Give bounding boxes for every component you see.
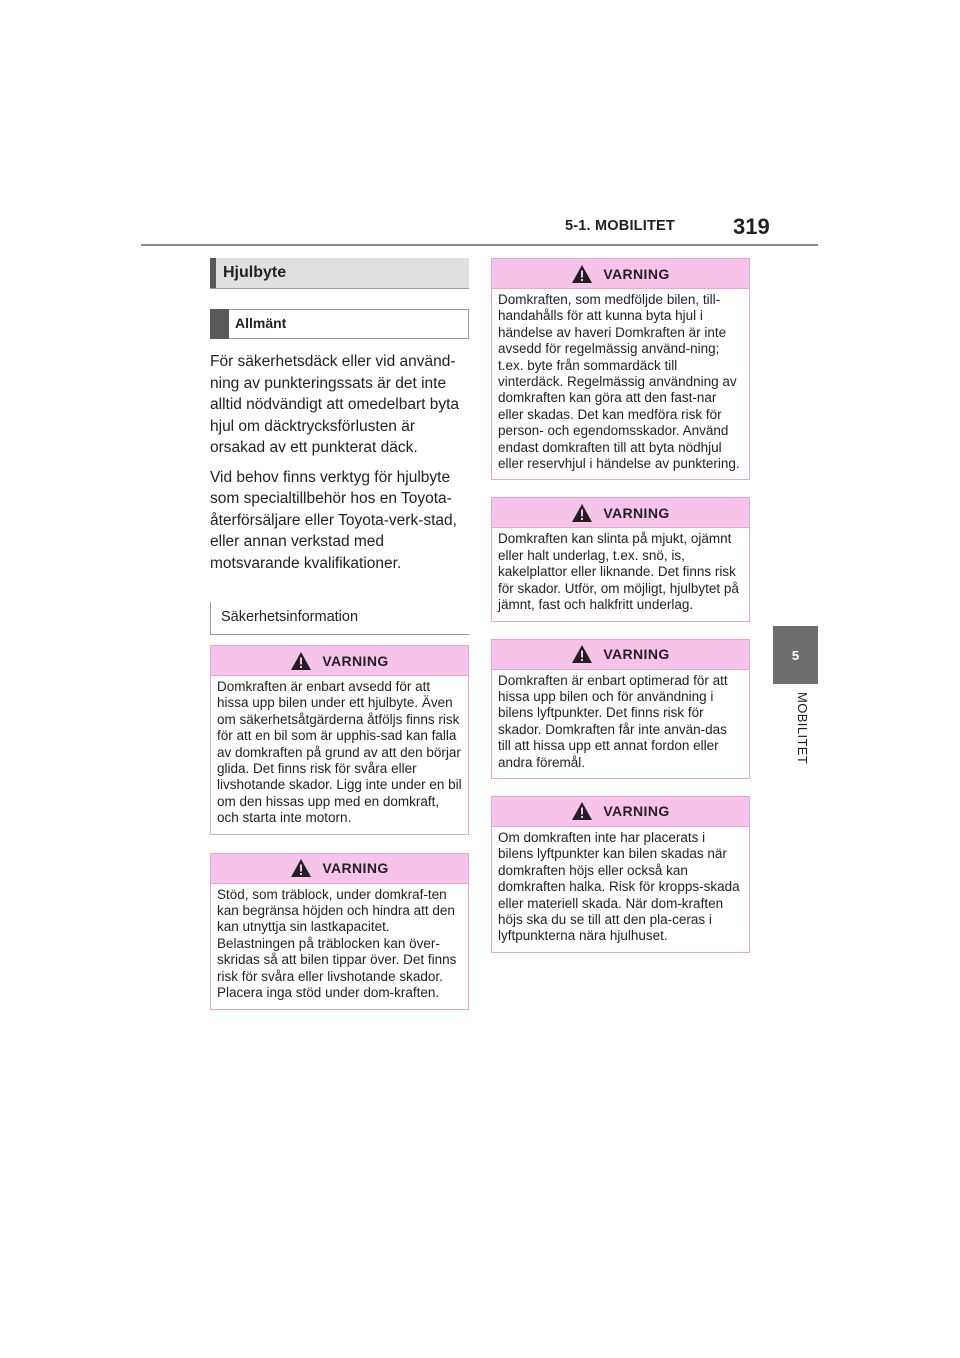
warning-box: [491, 497, 750, 621]
info-heading: Säkerhetsinformation: [210, 602, 469, 635]
warning-title: VARNING: [603, 803, 670, 820]
page-number: 319: [733, 214, 770, 239]
left-column: [210, 258, 469, 1010]
warning-text: Stöd, som träblock, under domkraf-ten kan begränsa höjden och hindra att den kan utnyttja sin lastkapacitet. Belastningen på träblocken kan över-skridas så att bilen tippar över. Det finns risk för svåra eller livshotande skador. Placera inga stöd under dom-kraften.: [217, 886, 457, 1001]
warning-title: VARNING: [603, 646, 670, 662]
warning-triangle-icon: [571, 264, 593, 284]
sub-heading: [210, 309, 469, 339]
body-paragraph: Vid behov finns verktyg för hjulbyte som specialtillbehör hos en Toyota-återförsäljare eller Toyota-verk-stad, eller annan verkstad med motsvarande kvalifikationer.: [210, 468, 457, 572]
warning-text: Om domkraften inte har placerats i bilens lyftpunkter kan bilen skadas när domkraften höjs eller också kan domkraften halka. Risk för kropps-skada eller materiell skada. När dom-kraften höjs ska du se till att den pla-ceras i lyftpunkterna nära hjulhuset.: [498, 829, 740, 944]
header-divider: [141, 244, 818, 246]
warning-text: Domkraften är enbart avsedd för att hissa upp bilen under ett hjulbyte. Även om säkerhetsåtgärderna åtföljs finns risk för att en bil som är upphis-sad kan falla av domkraften på grund av att den börjar glida. Det finns risk för svåra eller livshotande skador. Ligg inte under en bil om den hissas upp med en domkraft, och starta inte motorn.: [217, 679, 462, 826]
warning-box: [491, 796, 750, 953]
warning-title: VARNING: [603, 265, 670, 282]
warning-header: [492, 259, 749, 289]
warning-text: Domkraften, som medföljde bilen, till-handahålls för att kunna byta hjul i händelse av haveri Domkraften är inte avsedd för regelmässig använd-ning; t.ex. byte från sommardäck till vinterdäck. Regelmässig användning av domkraften kan göra att den fast-nar eller skadas. Det kan medföra risk för person- och egendomsskador. Använd endast domkraften till att byta nödhjul eller reservhjul i händelse av punktering.: [498, 292, 740, 472]
warning-text: Domkraften är enbart optimerad för att hissa upp bilen och för användning i bilens lyftpunkter. Det finns risk för skador. Domkraften får inte använ-das till att hissa upp ett annat fordon eller andra föremål.: [498, 672, 728, 770]
warning-text: Domkraften kan slinta på mjukt, ojämnt eller halt underlag, t.ex. snö, is, kakelplattor eller liknande. Det finns risk för skador. Utför, om möjligt, hjulbytet på jämnt, fast och halkfritt underlag.: [498, 531, 739, 613]
body-paragraph: För säkerhetsdäck eller vid använd-ning av punkteringssats är det inte alltid nödvändigt att omedelbart byta hjul om däcktrycksförlusten är orsakad av ett punkterat däck.: [210, 353, 460, 456]
chapter-side-label: MOBILITET: [795, 692, 810, 765]
warning-header: [492, 640, 749, 670]
warning-title: VARNING: [322, 652, 389, 669]
warning-header: [492, 797, 749, 827]
warning-header: [492, 498, 749, 528]
warning-title: VARNING: [322, 860, 389, 877]
right-column: [491, 258, 750, 953]
warning-box: [491, 639, 750, 779]
warning-triangle-icon: [290, 858, 312, 878]
warning-triangle-icon: [571, 503, 593, 523]
warning-triangle-icon: [290, 651, 312, 671]
warning-header: [211, 854, 468, 884]
sub-heading-text: Allmänt: [235, 315, 287, 331]
warning-box: [210, 853, 469, 1010]
warning-title: VARNING: [603, 504, 670, 521]
warning-box: [210, 645, 469, 835]
section-title: 5-1. MOBILITET: [565, 218, 675, 234]
warning-box: [491, 258, 750, 480]
main-heading: Hjulbyte: [210, 258, 469, 289]
warning-header: [211, 646, 468, 676]
warning-triangle-icon: [571, 644, 593, 664]
warning-triangle-icon: [571, 801, 593, 821]
chapter-number-tab: 5: [773, 626, 818, 684]
